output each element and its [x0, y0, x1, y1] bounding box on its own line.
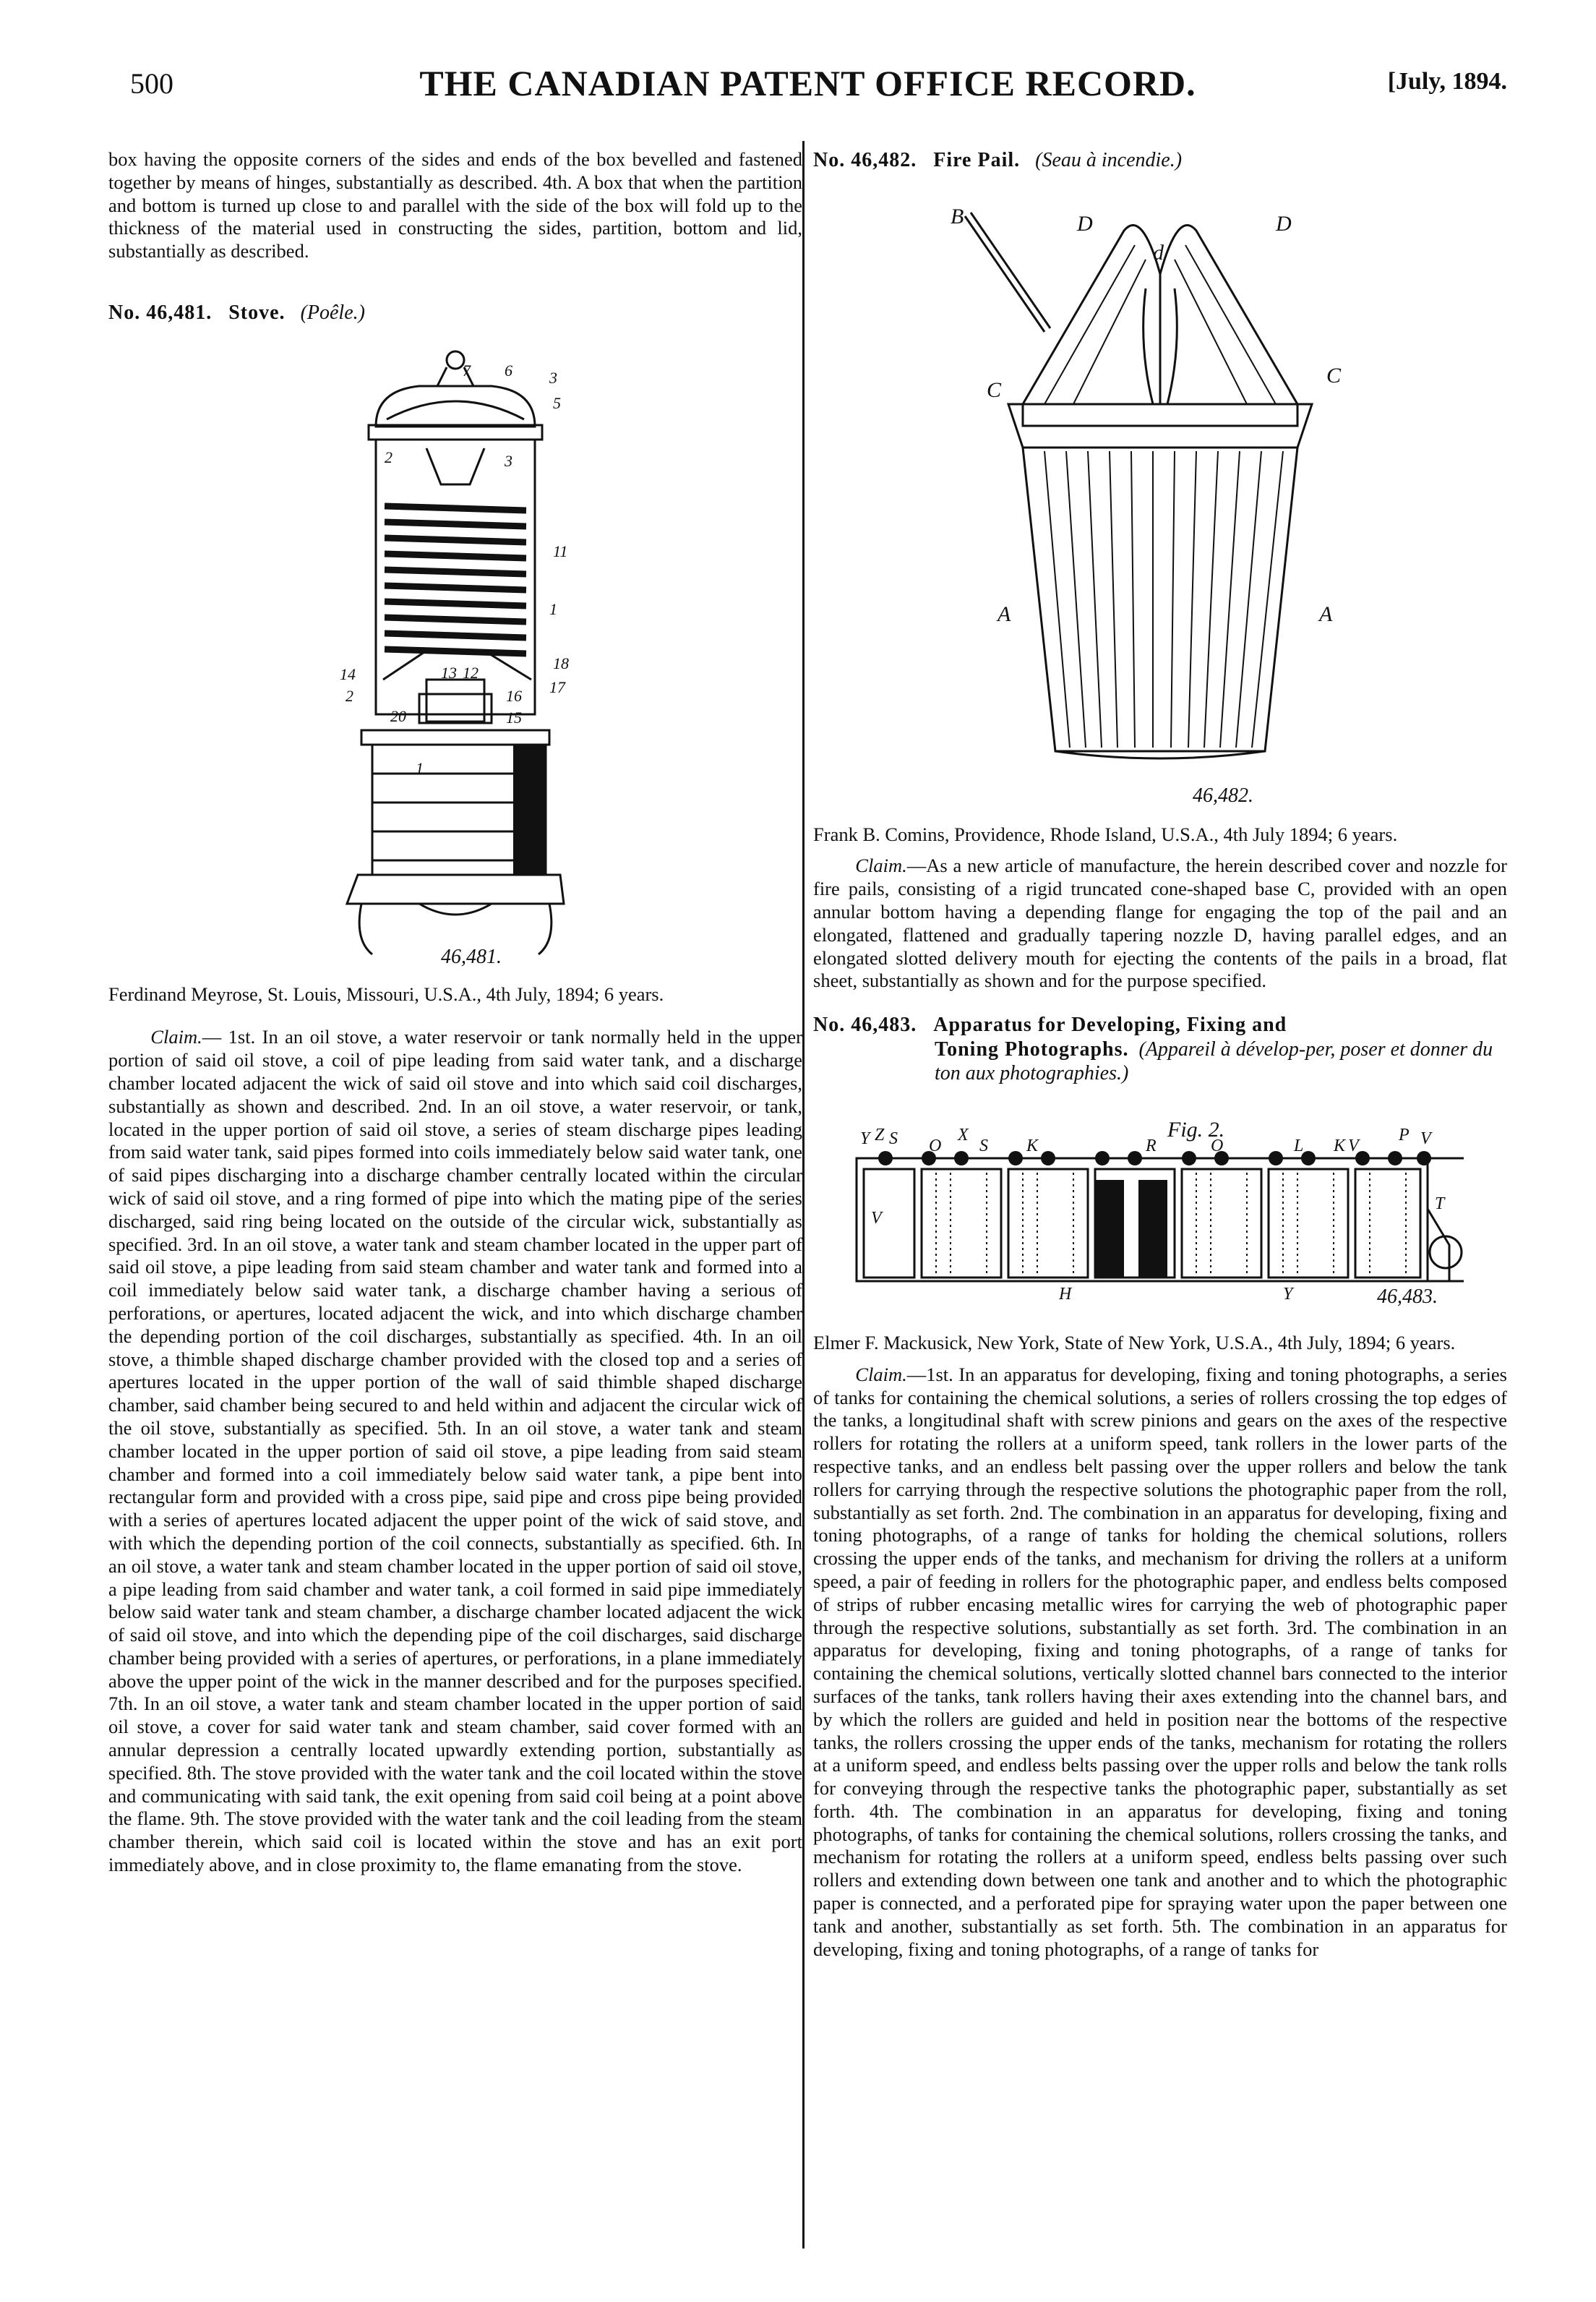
patent-kind: Apparatus for Developing, Fixing and [933, 1014, 1287, 1037]
stove-label: 11 [553, 542, 568, 560]
apparatus-label: O [1211, 1136, 1224, 1155]
claim-paragraph [813, 1364, 1507, 1961]
patent-heading-46483 [813, 1013, 1507, 1086]
apparatus-label: R [1146, 1136, 1157, 1155]
stove-label: 17 [549, 677, 565, 696]
stove-label: 3 [549, 368, 557, 387]
apparatus-label: K [1334, 1136, 1346, 1155]
apparatus-label: S [889, 1129, 898, 1148]
apparatus-label: H [1059, 1284, 1072, 1304]
stove-label: 15 [506, 708, 522, 727]
apparatus-label: V [1420, 1129, 1431, 1148]
right-column [813, 148, 1507, 1961]
stove-label: 14 [340, 664, 356, 683]
patent-number: No. 46,482. [813, 149, 917, 171]
patent-french-title: (Seau à incendie.) [1035, 149, 1183, 171]
fire-pail-figure [936, 187, 1384, 809]
patent-kind: Fire Pail. [933, 149, 1021, 171]
apparatus-label: T [1435, 1194, 1445, 1213]
figure-title: Fig. 2. [1167, 1117, 1225, 1142]
pail-label: C [987, 377, 1002, 402]
pail-label: A [1319, 602, 1333, 626]
stove-label: 20 [390, 706, 406, 725]
apparatus-label: S [979, 1136, 988, 1155]
pail-label: D [1276, 211, 1292, 236]
pail-label: A [998, 602, 1011, 626]
stove-label: 12 [463, 663, 479, 682]
pail-label: D [1077, 211, 1093, 236]
patent-kind-cont: Toning Photographs. [935, 1037, 1129, 1061]
apparatus-label: Y [1283, 1284, 1293, 1304]
apparatus-label: Z [875, 1125, 885, 1144]
figure-caption: 46,481. [441, 945, 502, 968]
page-header [108, 63, 1507, 110]
apparatus-label: X [958, 1125, 969, 1144]
claim-text: —As a new article of manufacture, the herein described cover and nozzle for fire pails, consisting of a rigid truncated cone-shaped base C, provided with an open annular bottom having a depending flange for engaging the top of the pail and an elongated, flattened and gradually tapering nozzle D, having parallel edges, and an elongated slotted delivery mouth for ejecting the contents of the pails in a broad, flat sheet, substantially as shown and for the purpose specified. [813, 855, 1507, 992]
photo-apparatus-figure [842, 1100, 1478, 1317]
claim-paragraph [108, 1026, 802, 1876]
apparatus-label: K [1026, 1136, 1039, 1155]
column-divider [802, 141, 805, 2248]
figure-caption: 46,483. [1377, 1285, 1438, 1308]
figure-caption: 46,482. [1193, 784, 1253, 807]
stove-label: 16 [506, 686, 522, 705]
apparatus-label: V [1348, 1136, 1359, 1155]
stove-label: 1 [416, 758, 424, 777]
pail-label: B [951, 204, 964, 228]
stove-label: 18 [553, 654, 569, 672]
patent-heading-46482 [813, 148, 1507, 173]
journal-title: THE CANADIAN PATENT OFFICE RECORD. [419, 63, 1196, 103]
patent-french-title: (Poêle.) [300, 301, 365, 324]
stove-figure [332, 340, 578, 969]
stove-label: 13 [441, 663, 457, 682]
stove-label: 7 [463, 361, 471, 380]
patent-kind: Stove. [228, 301, 286, 324]
page-number: 500 [130, 67, 173, 100]
claim-paragraph [813, 855, 1507, 993]
stove-label: 6 [505, 361, 512, 380]
stove-label: 3 [505, 451, 512, 470]
apparatus-label: O [929, 1136, 942, 1155]
patent-number: No. 46,481. [108, 301, 213, 324]
apparatus-label: L [1294, 1136, 1304, 1155]
patent-heading-line2 [935, 1037, 1507, 1086]
stove-label: 2 [346, 686, 353, 705]
patent-heading-46481 [108, 301, 802, 325]
apparatus-label: Y [860, 1129, 870, 1148]
issue-date: [July, 1894. [1387, 68, 1507, 95]
pail-label: C [1326, 363, 1342, 388]
inventor-line: Ferdinand Meyrose, St. Louis, Missouri, U.S.A., 4th July, 1894; 6 years. [108, 983, 664, 1005]
inventor-line: Frank B. Comins, Providence, Rhode Island, U.S.A., 4th July 1894; 6 years. [813, 823, 1398, 845]
stove-label: 5 [553, 393, 561, 412]
inventor-line: Elmer F. Mackusick, New York, State of New York, U.S.A., 4th July, 1894; 6 years. [813, 1331, 1456, 1353]
apparatus-label: V [871, 1208, 882, 1228]
claim-label: Claim. [855, 1363, 907, 1385]
claim-label: Claim. [150, 1026, 202, 1048]
claim-text: — 1st. In an oil stove, a water reservoir or tank normally held in the upper portion of said oil stove, a coil of pipe leading from said water tank, and a discharge chamber located adjacent the wick of said oil stove and into which said coil discharges, substantially as shown and described. 2nd. In an oil stove, a water reservoir, or tank, located in the upper portion of said oil stove, a series of steam discharge pipes leading from said water tank, said pipes formed into coils immediately below said water tank, one of said pipes discharging into a discharge chamber centrally located within the circular wick of said oil stove, and a ring formed of pipe into which the mating pipe of the series discharged, said ring being located on the outside of the circular wick, substantially as specified. 3rd. In an oil stove, a water tank and steam chamber located in the upper part of said oil stove, a pipe leading from said steam chamber and water tank and formed into a coil immediately below said water tank, a discharge chamber having a serious of perforations, or apertures, located adjacent the wick, and into which discharge chamber the depending portion of the coil discharges, substantially as specified. 4th. In an oil stove, a thimble shaped discharge chamber provided with the closed top and a series of apertures located in the upper portion of the wall of said thimble shaped discharge chamber, said chamber being secured to and held within and adjacent the circular wick of the oil stove, substantially as specified. 5th. In an oil stove, a water tank and steam chamber located in the upper portion of said oil stove, a pipe leading from said steam chamber and formed into a coil immediately below said water tank, a pipe bent into rectangular form and provided with a cross pipe, said pipe and cross pipe being provided with a series of apertures located adjacent the upper point of the wick of said stove, and with which the depending portion of the coil connects, substantially as specified. 6th. In an oil stove, a water tank and steam chamber located in the upper portion of said oil stove, a pipe leading from said chamber and water tank, a coil formed in said pipe immediately below said water tank and steam chamber, a discharge chamber located adjacent the wick of said oil stove, and into which the depending pipe of the coil discharges, said discharge chamber being provided with a series of apertures, or perforations, in a plane immediately above the upper point of the wick in the manner described and for the purposes specified. 7th. In an oil stove, a water tank and steam chamber located in the upper portion of said oil stove, a cover for said water tank and steam chamber, said cover formed with an annular depression a centrally located upwardly extending portion, substantially as specified. 8th. The stove provided with the water tank and the coil located within the stove and communicating with said tank, the exit opening from said coil being at a point above the flame. 9th. The stove provided with the water tank and the coil leading from the steam chamber therein, which said coil is located within the stove and has an exit port immediately above, and in close proximity to, the flame emanating from the stove. [108, 1026, 802, 1876]
patent-french-title: (Appareil à dévelop-per, poser et donner du ton aux photographies.) [935, 1037, 1493, 1085]
continuation-text: box having the opposite corners of the sides and ends of the box bevelled and fastened together by means of hinges, substantially as described. 4th. A box that when the partition and bottom is turned up close to and parallel with the side of the box will fold up to the thickness of the material used in constructing the sides, partition, bottom and lid, substantially as described. [108, 148, 802, 262]
left-column [108, 148, 802, 1877]
pail-label: d [1153, 240, 1164, 265]
apparatus-label: P [1399, 1125, 1410, 1144]
claim-text: —1st. In an apparatus for developing, fixing and toning photographs, a series of tanks for containing the chemical solutions, a series of rollers crossing the top edges of the tanks, a longitudinal shaft with screw pinions and gears on the axes of the respective rollers for rotating the rollers at a uniform speed, tank rollers in the lower parts of the respective tanks, and an endless belt passing over the upper rollers and below the tank rollers for carrying through the respective solutions the photographic paper from the roll, substantially as set forth. 2nd. The combination in an apparatus for developing, fixing and toning photographs, of a range of tanks for holding the chemical solutions, rollers crossing the upper ends of the tanks, and mechanism for driving the rollers at a uniform speed, a pair of feeding in rollers for the photographic paper, and endless belts composed of strips of rubber encasing metallic wires for carrying the web of photographic paper through the respective solutions, substantially as set forth. 3rd. The combination in an apparatus for developing, fixing and toning photographs, of a range of tanks for containing the chemical solutions, vertically slotted channel bars connected to the interior surfaces of the tanks, tank rollers having their axes extending into the channel bars, and by which the rollers are guided and held in position near the bottoms of the respective tanks, the rollers crossing the upper ends of the tanks, mechanism for rotating the rollers at a uniform speed, and endless belts passing over the upper rolls and below the tank rolls for conveying through the respective tanks the photographic paper, substantially as set forth. 4th. The combination in an apparatus for developing, fixing and toning photographs, of tanks for containing the chemical solutions, rollers crossing the tanks, and mechanism for rotating the rollers at a uniform speed, endless belts passing over such rollers and extending down between one tank and another and to which the photographic paper is connected, and a perforated pipe for spraying water upon the paper between one tank and another, substantially as set forth. 5th. The combination in an apparatus for developing, fixing and toning photographs, of a range of tanks for [813, 1363, 1507, 1960]
patent-number: No. 46,483. [813, 1014, 917, 1037]
claim-label: Claim. [855, 855, 907, 877]
stove-label: 2 [385, 448, 392, 466]
stove-label: 1 [549, 599, 557, 618]
